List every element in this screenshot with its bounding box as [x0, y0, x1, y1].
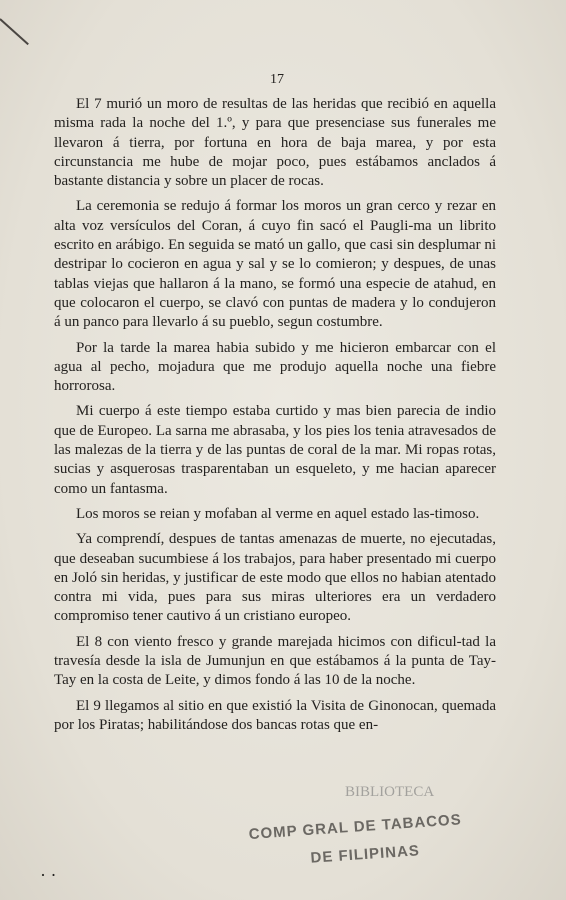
paragraph: Los moros se reian y mofaban al verme en aquel estado las-timoso. — [76, 505, 480, 522]
paragraph: Mi cuerpo á este tiempo estaba curtido y mas bien parecia de indio que de Europeo. La sarna me abrasaba, y los pies los tenia atravesados de las malezas de la tierra y de las puntas de coral de la mar. Mi ropas rotas, sucias y asquerosas trasparentaban un esqueleto, y me hacian aparecer como un fantasma. — [54, 403, 496, 497]
paragraph: El 8 con viento fresco y grande marejada hicimos con dificul-tad la travesía desde la isla de Jumunjun en que estábamos á la punta de Tay-Tay en la costa de Leite, y dimos fondo á las 10 de la noche. — [54, 633, 496, 689]
paragraph: El 9 llegamos al sitio en que existió la Visita de Ginonocan, quemada por los Piratas; habilitándose dos bancas rotas que en- — [54, 697, 496, 733]
stamp-line-2: DE FILIPINAS — [309, 842, 421, 867]
paragraph: La ceremonia se redujo á formar los moros un gran cerco y rezar en alta voz versículos del Coran, á cuyo fin sacó el Paugli-ma un librito escrito en arábigo. En seguida se mató un gallo, que casi sin desplumar ni destripar lo cocieron en agua y sal y se lo comieron; y despues, de unas tablas viejas que hallaron á la mano, se formó una especie de atahud, en que colocaron el cuerpo, se clavó con puntas de madera y lo condujeron á un panco para llevarlo á su pueblo, segun costumbre. — [54, 198, 496, 331]
paragraph: Ya comprendí, despues de tantas amenazas de muerte, no ejecutadas, que deseaban sucumbiese á los trabajos, para haber presentado mi cuerpo en Joló sin heridas, y justificar de este modo que ellos no habian atentado contra mi vida, pues para sus miras ulteriores era un verdadero compromiso tener cautivo á un cristiano europeo. — [54, 531, 496, 625]
library-stamp-mark: BIBLIOTECA — [345, 784, 435, 800]
margin-dots: · · — [40, 865, 57, 885]
paragraph: Por la tarde la marea habia subido y me hicieron embarcar con el agua al pecho, mojadura que me produjo aquella noche una fiebre horrorosa. — [54, 339, 496, 395]
page-edge-mark — [0, 18, 29, 45]
body-text — [54, 95, 496, 741]
page-number: 17 — [270, 72, 284, 87]
stamp-line-1: COMP GRAL DE TABACOS — [248, 811, 463, 844]
ownership-stamp — [248, 810, 482, 886]
paragraph: El 7 murió un moro de resultas de las heridas que recibió en aquella misma rada la noche del 1.º, y para que presenciase sus funerales me llevaron á tierra, por fortuna en hora de baja marea, y por esta circunstancia me hube de mojar poco, pues estábamos anclados á bastante distancia y sobre un placer de rocas. — [54, 96, 496, 190]
